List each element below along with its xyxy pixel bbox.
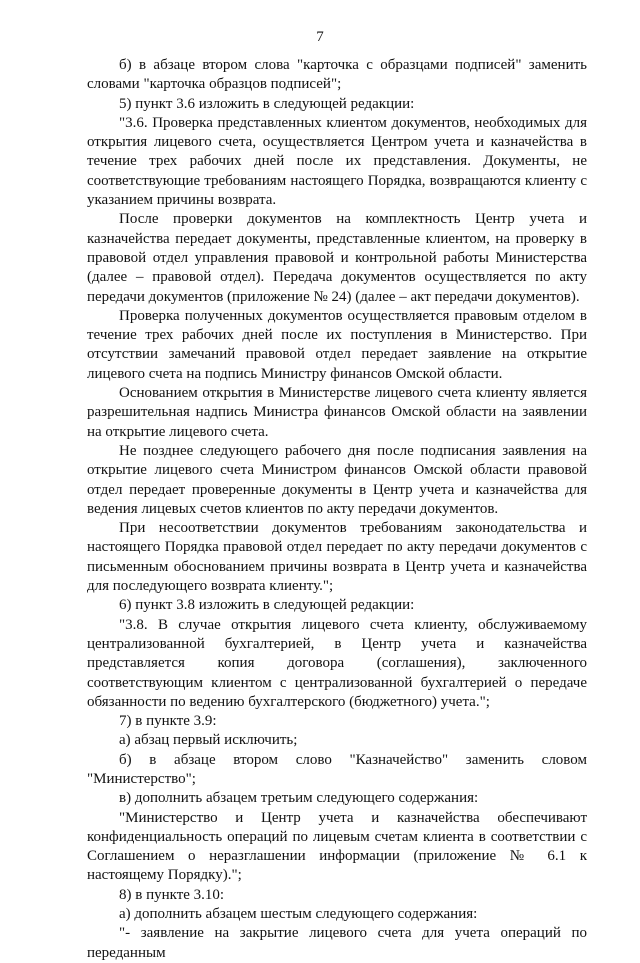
paragraph: Не позднее следующего рабочего дня после подписания заявления на открытие лицевого счета Министром финансов Омской области правовой отдел передает проверенные документы в Центр учета и казначейства для ведения лицевых счетов клиентов по акту передачи документов. bbox=[87, 442, 587, 517]
paragraph: б) в абзаце втором слово "Казначейство" заменить словом "Министерство"; bbox=[87, 751, 587, 787]
paragraph: "3.6. Проверка представленных клиентом документов, необходимых для открытия лицевого счета, осуществляется Центром учета и казначейства в течение трех рабочих дней после их представления. Документы, не соответствующие требованиям настоящего Порядка, возвращаются клиенту с указанием причины возврата. bbox=[87, 114, 587, 209]
paragraph: 8) в пункте 3.10: bbox=[119, 886, 225, 903]
paragraph: "Министерство и Центр учета и казначейства обеспечивают конфиденциальность операций по лицевым счетам клиента в соответствии с Соглашением о неразглашении информации (приложение № 6.1 к настоящему Порядку)."; bbox=[87, 809, 587, 884]
paragraph: а) дополнить абзацем шестым следующего содержания: bbox=[119, 906, 478, 923]
paragraph: После проверки документов на комплектность Центр учета и казначейства передает документы, представленные клиентом, на проверку в правовой отдел управления правовой и контрольной работы Министерства (далее – правовой отдел). Передача документов осуществляется по акту передачи документов (приложение № 24) (далее – акт передачи документов). bbox=[87, 211, 587, 305]
paragraph: "- заявление на закрытие лицевого счета для учета операций по переданным bbox=[87, 925, 587, 961]
paragraph: б) в абзаце втором слова "карточка с образцами подписей" заменить словами "карточка образцов подписей"; bbox=[87, 57, 587, 93]
paragraph: Основанием открытия в Министерстве лицевого счета клиенту является разрешительная надпись Министра финансов Омской области на заявлении на открытие лицевого счета. bbox=[87, 385, 587, 440]
paragraph: 5) пункт 3.6 изложить в следующей редакции: bbox=[119, 95, 415, 112]
page-number: 7 bbox=[316, 29, 324, 45]
paragraph: в) дополнить абзацем третьим следующего содержания: bbox=[119, 790, 479, 807]
document-body bbox=[87, 56, 587, 963]
paragraph: Проверка полученных документов осуществляется правовым отделом в течение трех рабочих дней после их поступления в Министерство. При отсутствии замечаний правовой отдел передает заявление на открытие лицевого счета на подпись Министру финансов Омской области. bbox=[87, 307, 587, 382]
paragraph: "3.8. В случае открытия лицевого счета клиенту, обслуживаемому централизованной бухгалтерией, в Центр учета и казначейства представляется копия договора (соглашения), заключенного соответствующим клиентом с централизованной бухгалтерией о передаче обязанности по ведению бухгалтерского (бюджетного) учета."; bbox=[87, 616, 587, 710]
paragraph: При несоответствии документов требованиям законодательства и настоящего Порядка правовой отдел передает по акту передачи документов с письменным обоснованием причины возврата в Центр учета и казначейства для последующего возврата клиенту."; bbox=[87, 520, 587, 595]
paragraph: а) абзац первый исключить; bbox=[119, 732, 298, 749]
paragraph: 7) в пункте 3.9: bbox=[119, 713, 217, 730]
paragraph: 6) пункт 3.8 изложить в следующей редакции: bbox=[119, 597, 415, 614]
